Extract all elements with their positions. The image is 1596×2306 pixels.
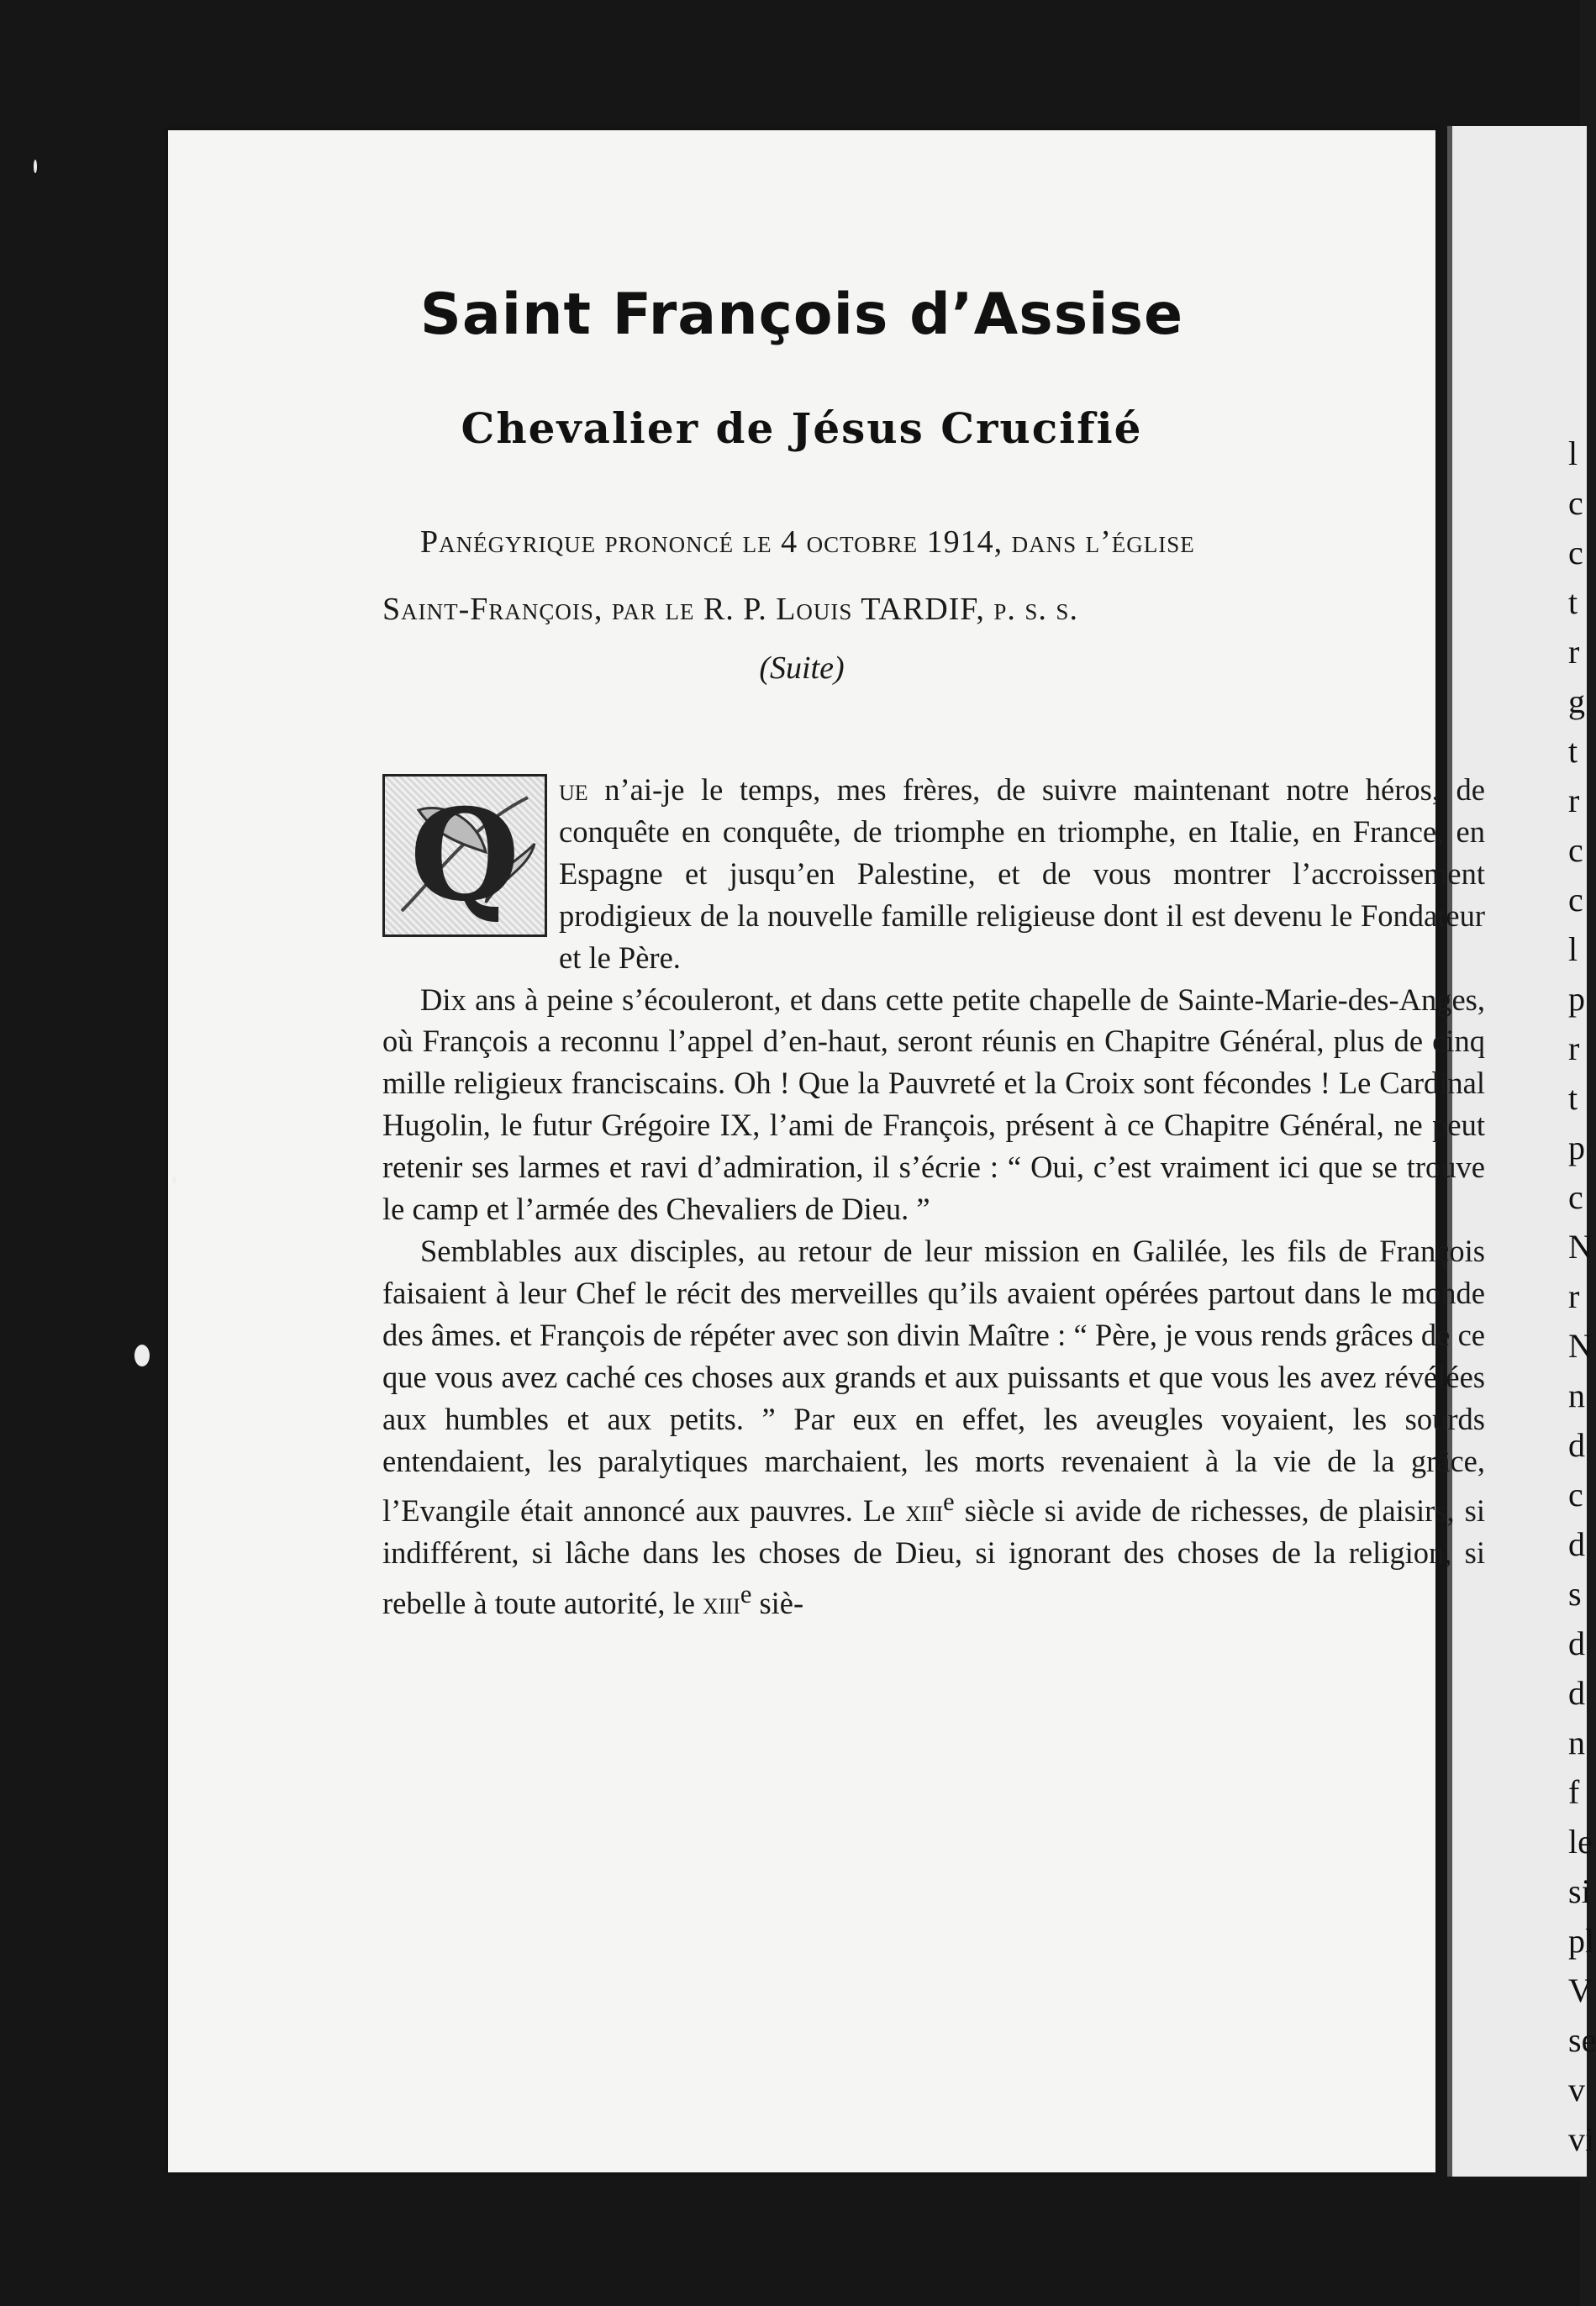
dropcap-continuation: ue [559, 772, 588, 807]
paragraph-1-text: n’ai-je le temps, mes frères, de suivre maintenant notre héros, de conquête en conquête, de triomphe en triomphe, en Italie, en France, en Espagne et jusqu’en Palestine, et de vous montrer l’accroissement prodigieux de la nouvelle famille religieuse dont il est devenu le Fondateur et le Père. [559, 772, 1485, 975]
century-numeral-1: xiii [905, 1493, 944, 1529]
document-page [168, 130, 1485, 2172]
intro-line-2: Saint-François, par le R. P. Louis TARDIF, p. s. s. [382, 592, 1078, 627]
article-title: Saint François d’Assise [419, 282, 1184, 348]
paragraph-1 [382, 769, 1485, 979]
continued-label: (Suite) [759, 650, 845, 686]
paragraph-3-text-b: siècle si avide de richesses, de plaisirs, si indifférent, si lâche dans les choses de Dieu, si ignorant des choses de la religion, si rebelle à toute autorité, le [382, 1493, 1485, 1621]
century-suffix-2: e [740, 1580, 752, 1609]
paragraph-3-text-c: siè- [751, 1586, 804, 1621]
article-subtitle: Chevalier de Jésus Crucifié [461, 403, 1143, 453]
ornamental-dropcap [382, 774, 547, 937]
paragraph-2: Dix ans à peine s’écouleront, et dans cette petite chapelle de Sainte-Marie-des-Anges, où François a reconnu l’appel d’en-haut, seront réunis en Chapitre Général, plus de cinq mille religieux franciscains. Oh ! Que la Pauvreté et la Croix sont fécondes ! Le Cardinal Hugolin, le futur Grégoire IX, l’ami de François, présent à ce Chapitre Général, ne peut retenir ses larmes et ravi d’admiration, il s’écrie : “ Oui, c’est vraiment ici que se trouve le camp et l’armée des Chevaliers de Dieu. ” [382, 982, 1485, 1227]
dropcap-letter: Q [409, 782, 520, 929]
century-suffix-1: e [943, 1487, 955, 1517]
century-numeral-2: xiii [703, 1586, 740, 1621]
intro-line-1: Panégyrique prononcé le 4 octobre 1914, dans l’église [420, 524, 1195, 560]
article-body [382, 769, 1485, 1624]
facing-page-text-fragments: l c c t r g t r c c l p r t p c N r N n d c d s d d n f le si pl V se v vi [1568, 434, 1596, 2158]
paragraph-3-text-a: Semblables aux disciples, au retour de leur mission en Galilée, les fils de François faisaient à leur Chef le récit des merveilles qu’ils avaient opérées partout dans le monde des âmes. et François de répéter avec son divin Maître : “ Père, je vous rends grâces de ce que vous avez caché ces choses aux grands et aux puissants et que vous les avez révélées aux humbles et aux petits. ” Par eux en effet, les aveugles voyaient, les sourds entendaient, les paralytiques marchaient, les morts revenaient à la vie de la grâce, l’Evangile était annoncé aux pauvres. Le [382, 1233, 1485, 1529]
paragraph-3 [382, 1230, 1485, 1624]
